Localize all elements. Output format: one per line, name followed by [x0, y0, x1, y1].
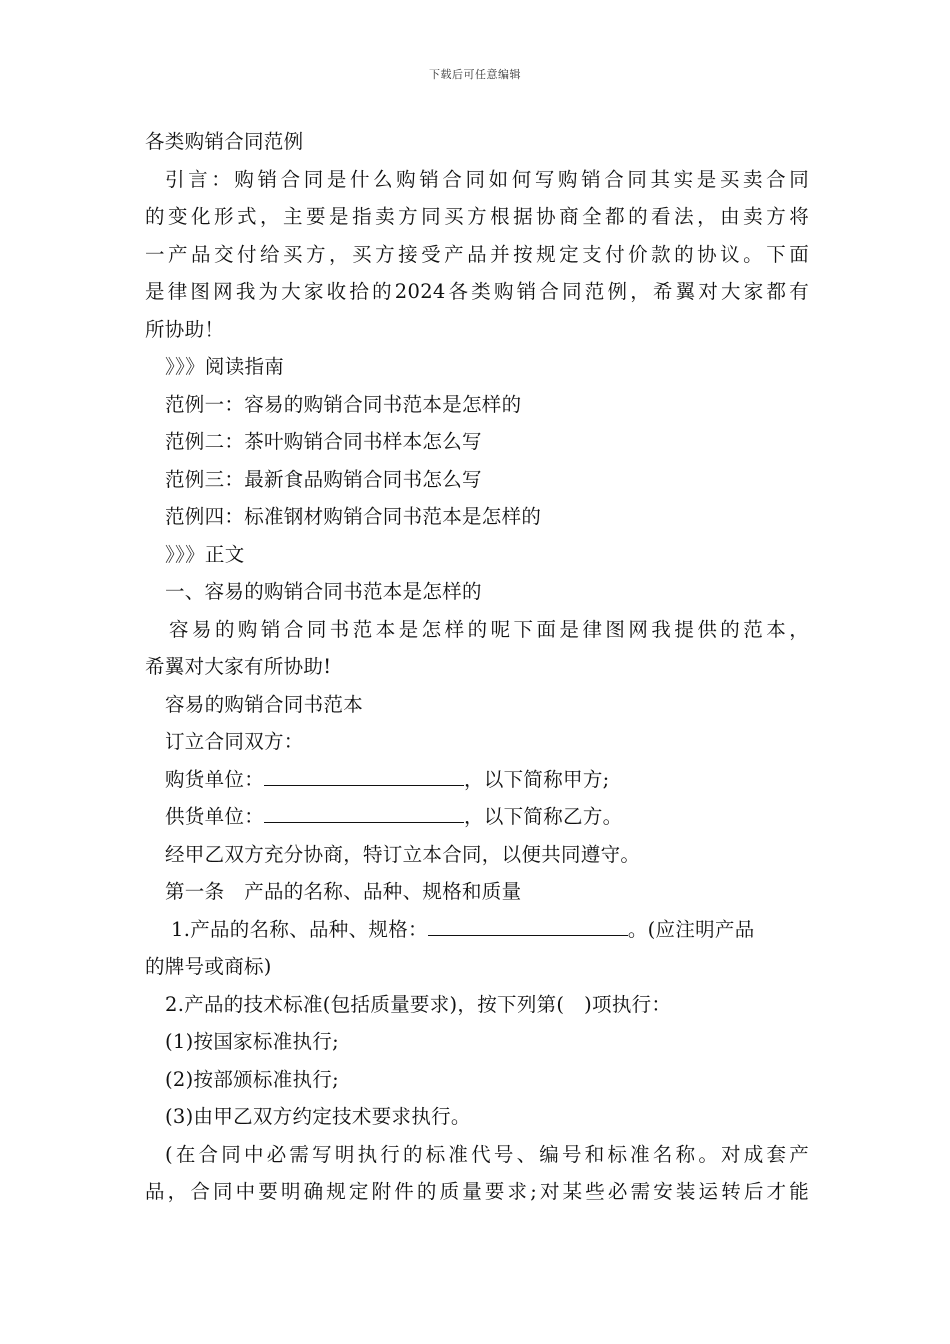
guide-item: 范例四：标准钢材购销合同书范本是怎样的 [165, 505, 542, 528]
item1-suffix: 。(应注明产品 [627, 917, 755, 941]
seller-blank [264, 802, 464, 823]
parties-label: 订立合同双方： [165, 730, 304, 753]
sample-title: 容易的购销合同书范本 [165, 692, 364, 716]
buyer-line [145, 761, 809, 799]
seller-label: 供货单位： [165, 805, 265, 828]
item1-continuation: 的牌号或商标) [145, 955, 272, 978]
option-line: (2)按部颁标准执行; [165, 1067, 339, 1091]
item1-line [145, 911, 809, 949]
guide-item: 范例一：容易的购销合同书范本是怎样的 [165, 392, 522, 416]
guide-item: 范例三：最新食品购销合同书怎么写 [165, 467, 482, 491]
body-heading: 》》》正文 [165, 542, 245, 566]
seller-line [145, 798, 809, 836]
intro-line: 一产品交付给买方，买方接受产品并按规定支付价款的协议。下面 [145, 242, 809, 266]
buyer-label: 购货单位： [165, 767, 265, 791]
buyer-suffix: ，以下简称甲方; [464, 767, 610, 791]
buyer-blank [264, 765, 464, 786]
intro-line: 所协助！ [145, 317, 225, 341]
guide-heading: 》》》阅读指南 [165, 355, 285, 378]
item1-label: 1.产品的名称、品种、规格： [171, 917, 428, 941]
item2-line: 2.产品的技术标准(包括质量要求)，按下列第( )项执行： [165, 992, 672, 1016]
section-title: 一、容易的购销合同书范本是怎样的 [165, 580, 482, 603]
intro-line: 是律图网我为大家收拾的2024各类购销合同范例，希翼对大家都有 [145, 280, 809, 303]
page-header-note: 下载后可任意编辑 [429, 68, 521, 81]
intro-line: 引言：购销合同是什么购销合同如何写购销合同其实是买卖合同 [165, 167, 809, 191]
section-intro-line: 容易的购销合同书范本是怎样的呢下面是律图网我提供的范本， [169, 617, 809, 641]
intro-line: 的变化形式，主要是指卖方同买方根据协商全都的看法，由卖方将 [145, 205, 809, 228]
note-line: (在合同中必需写明执行的标准代号、编号和标准名称。对成套产 [165, 1142, 809, 1166]
option-line: (3)由甲乙双方约定技术要求执行。 [165, 1105, 471, 1128]
article-heading: 第一条 产品的名称、品种、规格和质量 [165, 880, 522, 903]
note-line: 品，合同中要明确规定附件的质量要求;对某些必需安装运转后才能 [145, 1180, 809, 1203]
option-line: (1)按国家标准执行; [165, 1030, 339, 1053]
guide-item: 范例二：茶叶购销合同书样本怎么写 [165, 430, 482, 453]
seller-suffix: ，以下简称乙方。 [464, 805, 623, 828]
document-body [145, 123, 809, 1211]
document-title: 各类购销合同范例 [145, 130, 304, 153]
agreement-line: 经甲乙双方充分协商，特订立本合同，以便共同遵守。 [165, 842, 641, 866]
item1-blank [428, 915, 628, 936]
section-intro-line: 希翼对大家有所协助! [145, 655, 332, 678]
